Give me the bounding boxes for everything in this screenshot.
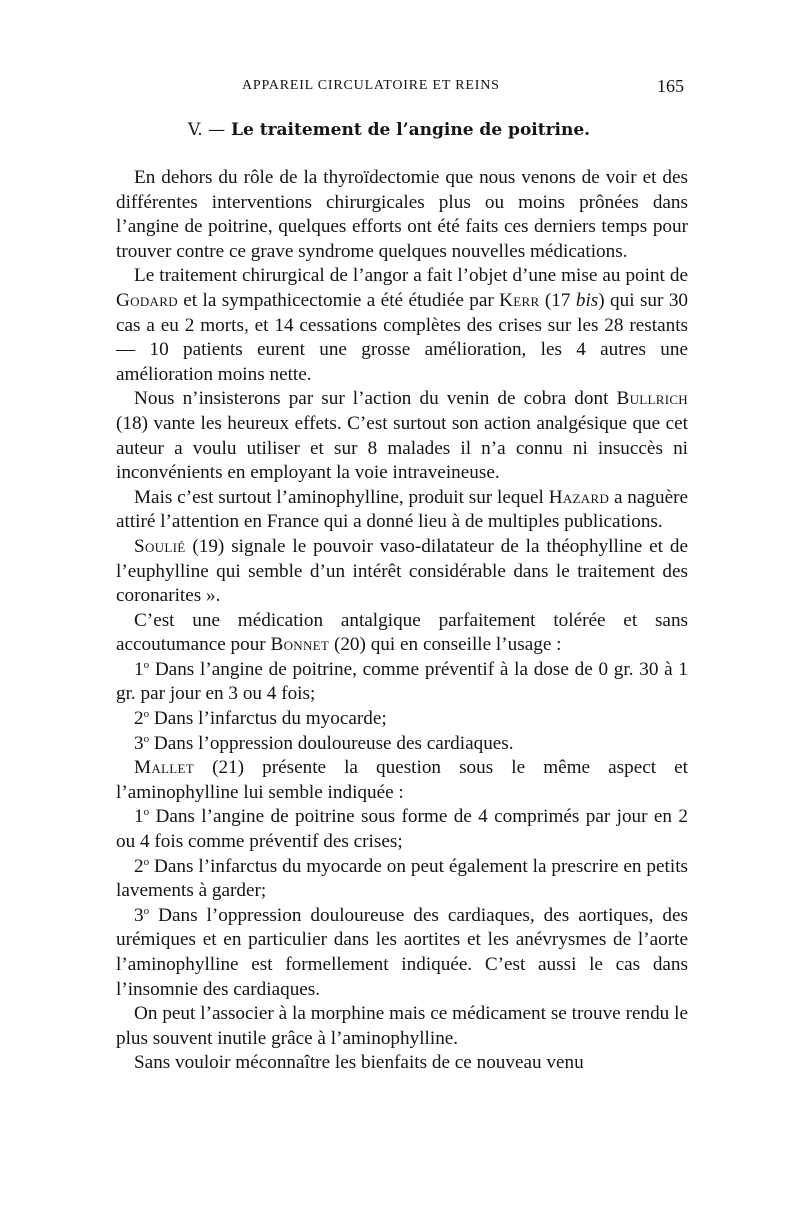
paragraph-cobra-venom: Nous n’insisterons par sur l’action du venin de cobra dont Bullrich (18) vante les heureux effets. C’est surtout son action analgésique que cet auteur a voulu utiliser et sur 8 malades il n’a connu ni insuccès ni inconvénients en employant la voie intraveineuse. <box>116 388 688 484</box>
running-head <box>116 78 688 102</box>
author-soulie: Soulié <box>134 535 186 557</box>
list-item: 3$^o$ Dans l’oppression douloureuse des cardiaques, des aortiques, des urémiques et en particulier dans les aortites et les anévrysmes de l’aorte l’aminophylline est formellement indiquée. C’est aussi le cas dans l’insomnie des cardiaques. <box>116 904 688 1000</box>
author-mallet: Mallet <box>134 757 195 779</box>
list-item: 2$^o$ Dans l’infarctus du myocarde; <box>134 708 387 730</box>
list-item: 3$^o$ Dans l’oppression douloureuse des cardiaques. <box>134 732 514 754</box>
author-bullrich: Bullrich <box>616 388 688 410</box>
list-item: 1$^o$ Dans l’angine de poitrine sous forme de 4 comprimés par jour en 2 ou 4 fois comme préventif des crises; <box>116 806 688 853</box>
page-number: 165 <box>657 76 684 96</box>
running-title: APPAREIL CIRCULATOIRE ET REINS <box>242 78 500 93</box>
body-text <box>116 166 688 1076</box>
section-heading <box>188 120 590 140</box>
paragraph-surgical-treatment: Le traitement chirurgical de l’angor a fait l’objet d’une mise au point de Godard et la sympathicectomie a été étudiée par Kerr (17 bis) qui sur 30 cas a eu 2 morts, et 14 cessations complètes des crises sur les 28 restants — 10 patients eurent une grosse amélioration, les 4 autres une amélioration moins nette. <box>116 265 689 385</box>
paragraph-soulie: Soulié (19) signale le pouvoir vaso-dilatateur de la théophylline et de l’euphylline qui semble d’un intérêt considérable dans le traitement des coronarites ». <box>116 535 688 607</box>
author-kerr: Kerr <box>499 289 540 311</box>
bis-marker: bis <box>575 289 599 311</box>
paragraph-intro: En dehors du rôle de la thyroïdectomie que nous venons de voir et des différentes interventions chirurgicales plus ou moins prônées dans l’angine de poitrine, quelques efforts ont été faits ces derniers temps pour trouver contre ce grave syndrome quelques nouvelles médications. <box>116 167 688 262</box>
paragraph-bonnet: C’est une médication antalgique parfaitement tolérée et sans accoutumance pour Bonnet (20) qui en conseille l’usage : <box>116 609 688 656</box>
author-bonnet: Bonnet <box>270 634 330 656</box>
list-item: 2$^o$ Dans l’infarctus du myocarde on peut également la prescrire en petits lavements à garder; <box>116 855 688 902</box>
author-godard: Godard <box>116 289 178 311</box>
paragraph-morphine: On peut l’associer à la morphine mais ce médicament se trouve rendu le plus souvent inutile grâce à l’aminophylline. <box>116 1003 688 1049</box>
author-hazard: Hazard <box>548 486 610 508</box>
list-item: 1$^o$ Dans l’angine de poitrine, comme préventif à la dose de 0 gr. 30 à 1 gr. par jour en 3 ou 4 fois; <box>116 658 688 705</box>
paragraph-aminophylline: Mais c’est surtout l’aminophylline, produit sur lequel Hazard a naguère attiré l’attention en France qui a donné lieu à de multiples publications. <box>116 486 688 533</box>
paragraph-closing: Sans vouloir méconnaître les bienfaits de ce nouveau venu <box>134 1052 584 1074</box>
paragraph-mallet: Mallet (21) présente la question sous le même aspect et l’aminophylline lui semble indiquée : <box>116 757 688 803</box>
section-number: V. — <box>188 120 226 140</box>
section-title: Le traitement de l’angine de poitrine. <box>231 120 591 140</box>
